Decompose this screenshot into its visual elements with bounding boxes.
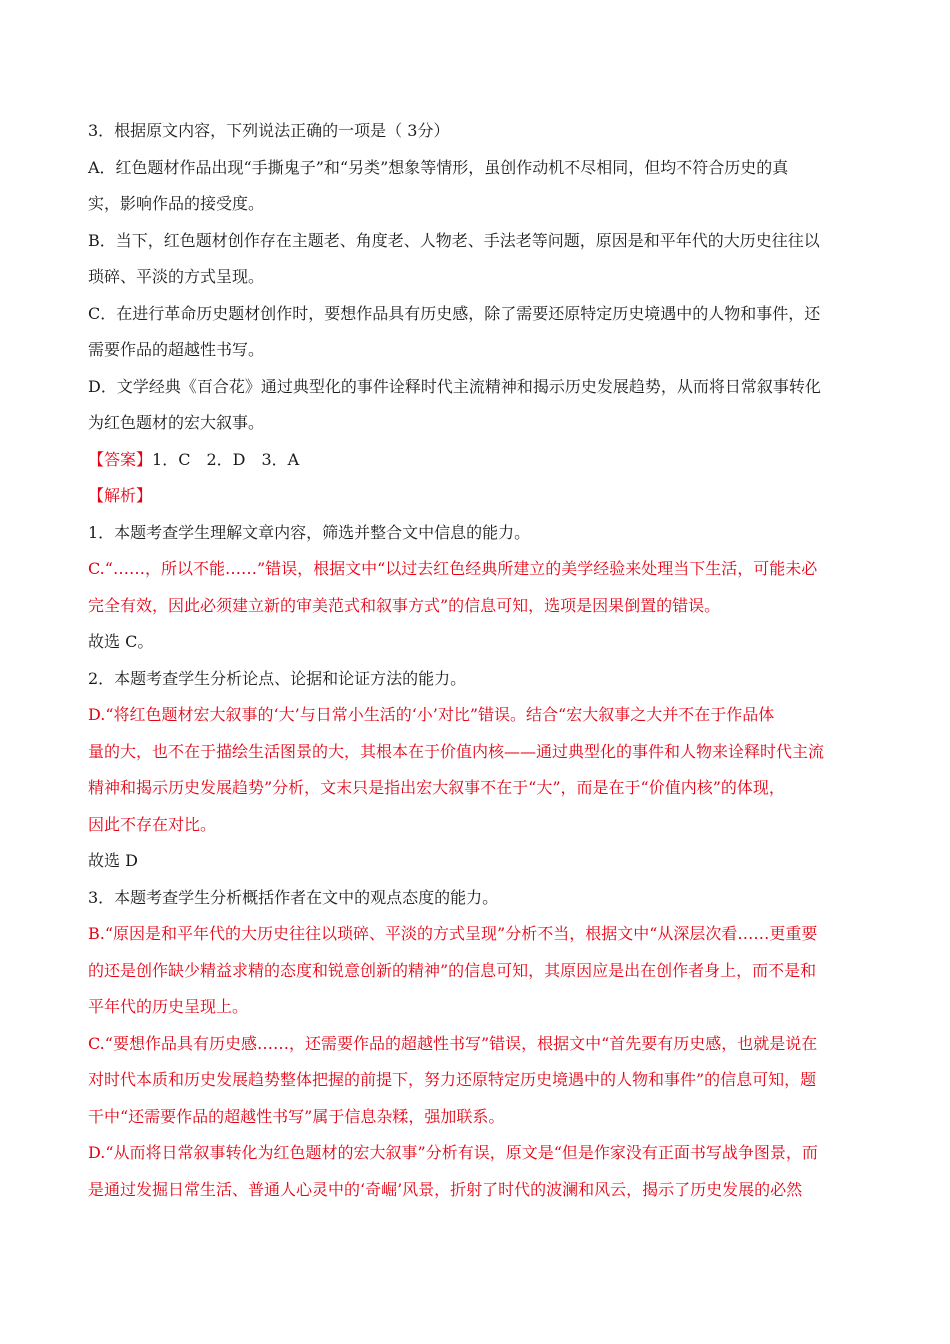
analysis-red-line: C.“……，所以不能……”错误，根据文中“以过去红色经典所建立的美学经验来处理当下生活，可能未必 xyxy=(88,559,818,578)
analysis-item-2 xyxy=(88,661,868,880)
answer-line xyxy=(88,442,868,479)
analysis-red-line: 精神和揭示历史发展趋势”分析，文末只是指出宏大叙事不在于“大”，而是在于“价值内核”的体现， xyxy=(88,778,785,797)
analysis-red-line: B.“原因是和平年代的大历史往往以琐碎、平淡的方式呈现”分析不当，根据文中“从深层次看……更重要 xyxy=(88,924,818,943)
option-a-line-1: A．红色题材作品出现“手撕鬼子”和“另类”想象等情形，虽创作动机不尽相同，但均不符合历史的真 xyxy=(88,157,789,177)
option-d-line-1: D．文学经典《百合花》通过典型化的事件诠释时代主流精神和揭示历史发展趋势，从而将日常叙事转化 xyxy=(88,376,821,396)
option-b-line-2: 琐碎、平淡的方式呈现。 xyxy=(88,267,265,286)
answer-label: 【答案】 xyxy=(88,449,153,469)
analysis-label: 【解析】 xyxy=(88,486,153,505)
analysis-red-line: 干中“还需要作品的超越性书写”属于信息杂糅，强加联系。 xyxy=(88,1106,505,1126)
analysis-red-line: 因此不存在对比。 xyxy=(88,814,217,834)
analysis-red-line: D.“从而将日常叙事转化为红色题材的宏大叙事”分析有误，原文是“但是作家没有正面书写战争图景，而 xyxy=(88,1143,818,1162)
option-a xyxy=(88,150,868,223)
document-body xyxy=(88,113,868,1208)
option-c xyxy=(88,296,868,369)
analysis-red-line: D.“将红色题材宏大叙事的‘大’与日常小生活的‘小’对比”错误。结合“宏大叙事之大并不在于作品体 xyxy=(88,705,775,724)
analysis-heading: 2．本题考查学生分析论点、论据和论证方法的能力。 xyxy=(88,668,467,688)
analysis-heading: 3．本题考查学生分析概括作者在文中的观点态度的能力。 xyxy=(88,887,499,907)
analysis-red-line: 完全有效，因此必须建立新的审美范式和叙事方式”的信息可知，选项是因果倒置的错误。 xyxy=(88,595,721,615)
analysis-red-line: 是通过发掘日常生活、普通人心灵中的‘奇崛’风景，折射了时代的波澜和风云，揭示了历史发展的必然 xyxy=(88,1179,803,1199)
option-c-line-1: C．在进行革命历史题材创作时，要想作品具有历史感，除了需要还原特定历史境遇中的人物和事件，还 xyxy=(88,303,821,323)
option-d xyxy=(88,369,868,442)
analysis-red-line: C.“要想作品具有历史感……，还需要作品的超越性书写”错误，根据文中“首先要有历史感，也就是说在 xyxy=(88,1033,818,1053)
option-b xyxy=(88,223,868,296)
option-a-line-2: 实，影响作品的接受度。 xyxy=(88,194,265,213)
option-c-line-2: 需要作品的超越性书写。 xyxy=(88,340,265,359)
analysis-red-line: 平年代的历史呈现上。 xyxy=(88,997,249,1016)
analysis-conclusion: 故选 C。 xyxy=(88,632,154,651)
analysis-red-line: 量的大，也不在于描绘生活图景的大，其根本在于价值内核——通过典型化的事件和人物来诠释时代主流 xyxy=(88,741,825,761)
analysis-heading: 1．本题考查学生理解文章内容，筛选并整合文中信息的能力。 xyxy=(88,522,531,542)
analysis-red-line: 的还是创作缺少精益求精的态度和锐意创新的精神”的信息可知，其原因应是出在创作者身上，而不是和 xyxy=(88,960,817,980)
analysis-conclusion: 故选 D xyxy=(88,851,138,870)
analysis-item-3 xyxy=(88,880,868,1209)
question-3-stem: 3．根据原文内容，下列说法正确的一项是（ 3分） xyxy=(88,121,450,140)
option-b-line-1: B．当下，红色题材创作存在主题老、角度老、人物老、手法老等问题，原因是和平年代的大历史往往以 xyxy=(88,230,820,250)
answer-text: 1．C 2．D 3．A xyxy=(152,449,300,469)
option-d-line-2: 为红色题材的宏大叙事。 xyxy=(88,413,265,432)
analysis-red-line: 对时代本质和历史发展趋势整体把握的前提下，努力还原特定历史境遇中的人物和事件”的信息可知，题 xyxy=(88,1070,817,1089)
analysis-item-1 xyxy=(88,515,868,661)
